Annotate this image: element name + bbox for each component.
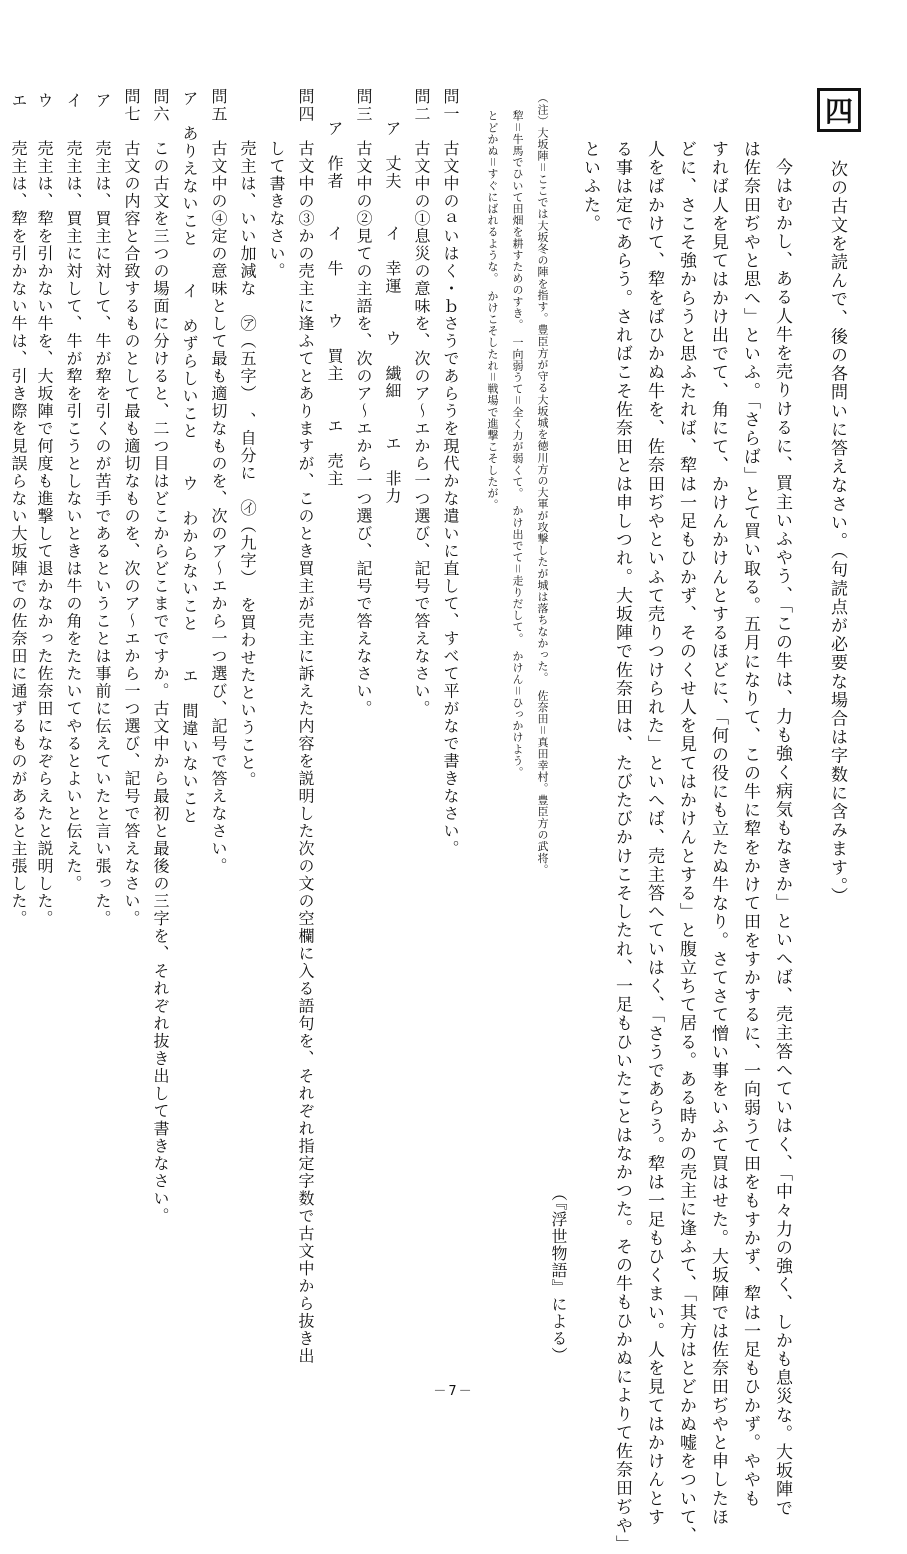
question-label: 問四 <box>296 88 315 123</box>
question-label: 問二 <box>412 88 431 123</box>
question-text: 古文中の③かの売主に逢ふてとありますが、このとき買主が売主に訴えた内容を説明した次の文の空欄に入る語句を、それぞれ指定字数で古文中から抜き出 <box>296 140 315 1365</box>
question-text: 古文中の②見ての主語を、次のア～エから一つ選び、記号で答えなさい。 <box>354 140 373 718</box>
question-label: 問一 <box>441 88 460 123</box>
option-label: ウ <box>35 92 54 110</box>
question-text: 古文中の①息災の意味を、次のア～エから一つ選び、記号で答えなさい。 <box>412 140 431 718</box>
passage-line: る事は定であらう。さればこそ佐奈田とは申しつれ。大坂陣で佐奈田は、たびたびかけこそしたれ、一足もひいたことはなかつた。その牛もひかぬによりて佐奈田ぢや」 <box>612 140 632 1554</box>
question-label: 問六 <box>151 88 170 123</box>
option-label: イ <box>64 92 83 110</box>
note-line: とどかぬ＝すぐにばれるような。 かけこそしたれ＝戦場で進撃こそしたが。 <box>486 110 499 511</box>
question-options: ア 作者 イ 牛 ウ 買主 エ 売主 <box>325 120 344 488</box>
option-text: 売主は、買主に対して、牛が犂を引こうとしないときは牛の角をたたいてやるとよいと伝えた。 <box>64 140 83 893</box>
question-text: 古文の内容と合致するものとして最も適切なものを、次のア～エから一つ選び、記号で答えなさい。 <box>122 140 141 928</box>
question-text: この古文を三つの場面に分けると、二つ目はどこからどこまでですか。古文中から最初と最後の三字を、それぞれ抜き出して書きなさい。 <box>151 140 170 1225</box>
note-line: （注）大坂陣＝ここでは大坂冬の陣を指す。豊臣方が守る大坂城を徳川方の大軍が攻撃したが城は落ちなかった。 佐奈田＝真田幸村。豊臣方の武将。 <box>536 92 549 876</box>
option-text: 売主は、買主に対して、牛が犂を引くのが苦手であるということは事前に伝えていたと言い張った。 <box>93 140 112 928</box>
question-options: ア 丈夫 イ 幸運 ウ 繊細 エ 非力 <box>383 120 402 505</box>
question-label: 問三 <box>354 88 373 123</box>
section-number-badge <box>817 88 861 132</box>
passage-line: 人をばかけて、犂をばひかぬ牛を、佐奈田ぢやといふて売りつけられた」といへば、売主答へていはく、「さうであらう。犂は一足もひくまい。人を見てはかけんとす <box>644 140 664 1527</box>
note-line: 犂＝牛馬でひいて田畑を耕すためのすき。 一向弱うて＝全く力が弱くて。 かけ出でて＝走りだして。 かけん＝ひっかけよう。 <box>511 110 524 778</box>
question-text: して書きなさい。 <box>267 140 286 280</box>
source-attribution: （『浮世物語』による） <box>549 1185 568 1364</box>
instruction-text: 次の古文を読んで、後の各問いに答えなさい。（句読点が必要な場合は字数に含みます。） <box>827 160 847 906</box>
question-text: 古文中のａいはく・ｂさうであらうを現代かな遣いに直して、すべて平がなで書きなさい。 <box>441 140 460 858</box>
passage-line: 今はむかし、ある人牛を売りけるに、買主いふやう、「この牛は、力も強く病気もなきか」といへば、売主答へていはく、「中々力の強く、しかも息災な。大坂陣で <box>772 158 792 1518</box>
passage-line: すれば人を見てはかけ出でて、角にて、かけんかけんとするほどに、「何の役にも立たぬ牛なり。さてさて憎い事をいふて買はせた。大坂陣では佐奈田ぢやと申したほ <box>708 140 728 1527</box>
option-label: エ <box>9 92 28 110</box>
question-text: 売主は、いい加減な ㋐（五字） 、自分に ㋑（九字） を買わせたということ。 <box>238 140 257 789</box>
question-label: 問五 <box>209 88 228 123</box>
question-label: 問七 <box>122 88 141 123</box>
option-text: 売主は、犂を引かない牛は、引き際を見誤らない大坂陣での佐奈田に通ずるものがあると主張した。 <box>9 140 28 928</box>
section-number: 四 <box>824 95 853 128</box>
passage-line: は佐奈田ぢやと思へ」といふ。「さらば」とて買い取る。五月になりて、この牛に犂をかけて田をすかするに、一向弱うて田をもすかず、犂は一足もひかず。ややも <box>740 140 760 1508</box>
question-options: ア ありえないこと イ めずらしいこと ウ わからないこと エ 間違いないこと <box>180 90 199 825</box>
passage-line: といふた。 <box>580 140 600 233</box>
passage-line: どに、さこそ強からうと思ふたれば、犂は一足もひかず、そのくせ人を見てはかけんとする」と腹立ちて居る。ある時かの売主に逢ふて、「其方はとどかぬ嘘をついて、 <box>676 140 696 1546</box>
question-text: 古文中の④定の意味として最も適切なものを、次のア～エから一つ選び、記号で答えなさい。 <box>209 140 228 875</box>
option-label: ア <box>93 92 112 110</box>
option-text: 売主は、犂を引かない牛を、大坂陣で何度も進撃して退かなかった佐奈田になぞらえたと説明した。 <box>35 140 54 928</box>
page-number: －7－ <box>433 1384 474 1399</box>
